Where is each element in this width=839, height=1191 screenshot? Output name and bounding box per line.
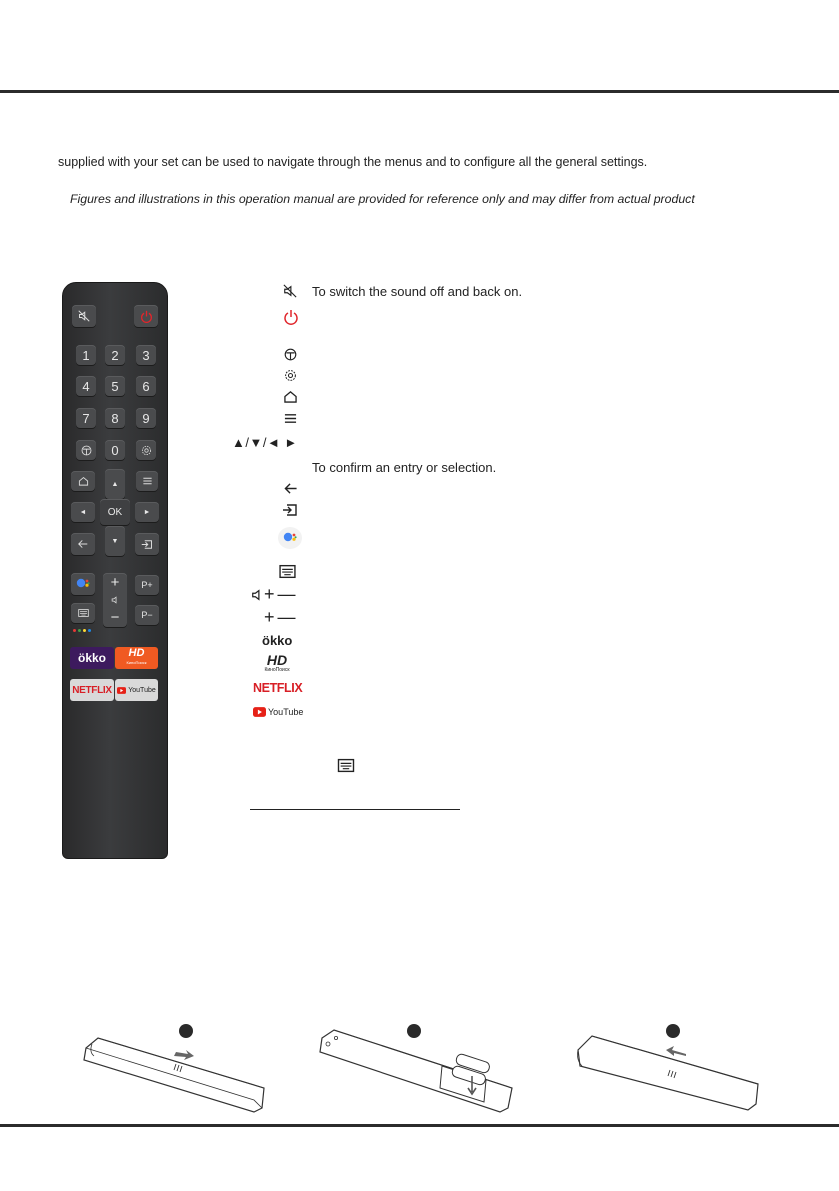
volume-icon — [111, 596, 120, 604]
remote-key-0: 0 — [105, 440, 125, 460]
remote-okko-button: ökko — [70, 647, 114, 669]
remote-down-button: ▼ — [105, 526, 125, 556]
legend-assistant-icon — [278, 527, 302, 549]
remote-right-button: ► — [135, 502, 159, 522]
youtube-icon — [117, 687, 126, 694]
menu-icon — [142, 476, 153, 486]
legend-volume-keys: + — — [264, 584, 295, 604]
remote-key-9: 9 — [136, 408, 156, 428]
battery-figure-insert — [316, 1026, 516, 1114]
remote-control-illustration — [62, 282, 168, 859]
remote-channel-down: P− — [135, 605, 159, 625]
legend-teletext-icon — [283, 347, 298, 362]
remote-netflix-button: NETFLIX — [70, 679, 114, 701]
volume-plus: + — [110, 574, 120, 591]
ok-description: To confirm an entry or selection. — [312, 460, 497, 475]
settings-icon — [141, 445, 152, 456]
legend-back-icon — [282, 481, 299, 496]
legend-keyboard-icon — [278, 563, 296, 579]
legend-settings-icon — [283, 368, 298, 383]
assistant-icon — [282, 531, 298, 545]
remote-key-8: 8 — [105, 408, 125, 428]
remote-teletext-button — [76, 440, 96, 460]
legend-input-icon — [280, 502, 299, 517]
remote-keyboard-button — [71, 603, 95, 623]
legend-youtube: YouTube — [253, 707, 303, 717]
legend-arrows: ▲/▼/◄ ► — [232, 435, 298, 450]
volume-icon — [251, 588, 265, 602]
battery-figure-open-cover — [78, 1030, 268, 1116]
mute-description: To switch the sound off and back on. — [312, 284, 523, 299]
mute-icon — [78, 310, 90, 322]
assistant-icon — [75, 577, 91, 591]
legend-mute-icon — [282, 283, 298, 299]
remote-key-4: 4 — [76, 376, 96, 396]
top-rule — [0, 90, 839, 93]
volume-minus: − — [110, 609, 120, 626]
remote-channel-up: P+ — [135, 575, 159, 595]
remote-key-6: 6 — [136, 376, 156, 396]
legend-channel-keys: + — — [264, 607, 295, 627]
legend-power-icon — [282, 308, 300, 326]
remote-left-button: ◄ — [71, 502, 95, 522]
color-keys — [73, 629, 91, 632]
keyboard-icon — [337, 758, 355, 773]
remote-key-1: 1 — [76, 345, 96, 365]
home-icon — [283, 390, 298, 403]
legend-menu-icon — [282, 411, 298, 426]
remote-key-7: 7 — [76, 408, 96, 428]
input-icon — [281, 503, 299, 517]
legend-home-icon — [282, 389, 298, 404]
remote-ok-button: OK — [100, 499, 130, 525]
battery-figure-close-cover — [574, 1028, 774, 1116]
remote-up-button: ▲ — [105, 469, 125, 499]
underline-divider — [250, 809, 460, 810]
remote-assistant-button — [71, 573, 95, 595]
reference-note: Figures and illustrations in this operation manual are provided for reference only and may differ from actual product — [70, 192, 695, 206]
home-icon — [78, 476, 89, 486]
remote-youtube-button: YouTube — [115, 679, 158, 701]
remote-input-button — [135, 533, 159, 555]
mute-icon — [283, 284, 297, 298]
keyboard-icon — [78, 608, 89, 618]
remote-hd-button: HD КиноПоиск — [115, 647, 158, 669]
legend-netflix: NETFLIX — [253, 681, 303, 695]
intro-paragraph: supplied with your set can be used to navigate through the menus and to configure all the general settings. — [58, 155, 648, 169]
inline-keyboard-icon — [336, 757, 356, 773]
remote-power-button — [134, 305, 158, 327]
remote-home-button — [71, 471, 95, 491]
remote-settings-button — [136, 440, 156, 460]
youtube-icon — [253, 707, 266, 717]
remote-volume-rocker — [103, 573, 127, 627]
back-icon — [77, 539, 89, 549]
bottom-rule — [0, 1124, 839, 1127]
legend-hd: HD КиноПоиск — [264, 652, 290, 673]
back-icon — [283, 482, 299, 495]
legend-okko: ökko — [262, 633, 293, 648]
remote-back-button — [71, 533, 95, 555]
remote-mute-button — [72, 305, 96, 327]
menu-icon — [283, 412, 298, 425]
remote-key-3: 3 — [136, 345, 156, 365]
power-icon — [140, 310, 153, 323]
power-icon — [283, 309, 299, 325]
remote-key-2: 2 — [105, 345, 125, 365]
remote-key-5: 5 — [105, 376, 125, 396]
remote-menu-button — [136, 471, 158, 491]
teletext-icon — [284, 348, 297, 361]
teletext-icon — [81, 445, 92, 456]
settings-icon — [284, 369, 297, 382]
keyboard-icon — [279, 564, 296, 579]
input-icon — [141, 539, 153, 550]
